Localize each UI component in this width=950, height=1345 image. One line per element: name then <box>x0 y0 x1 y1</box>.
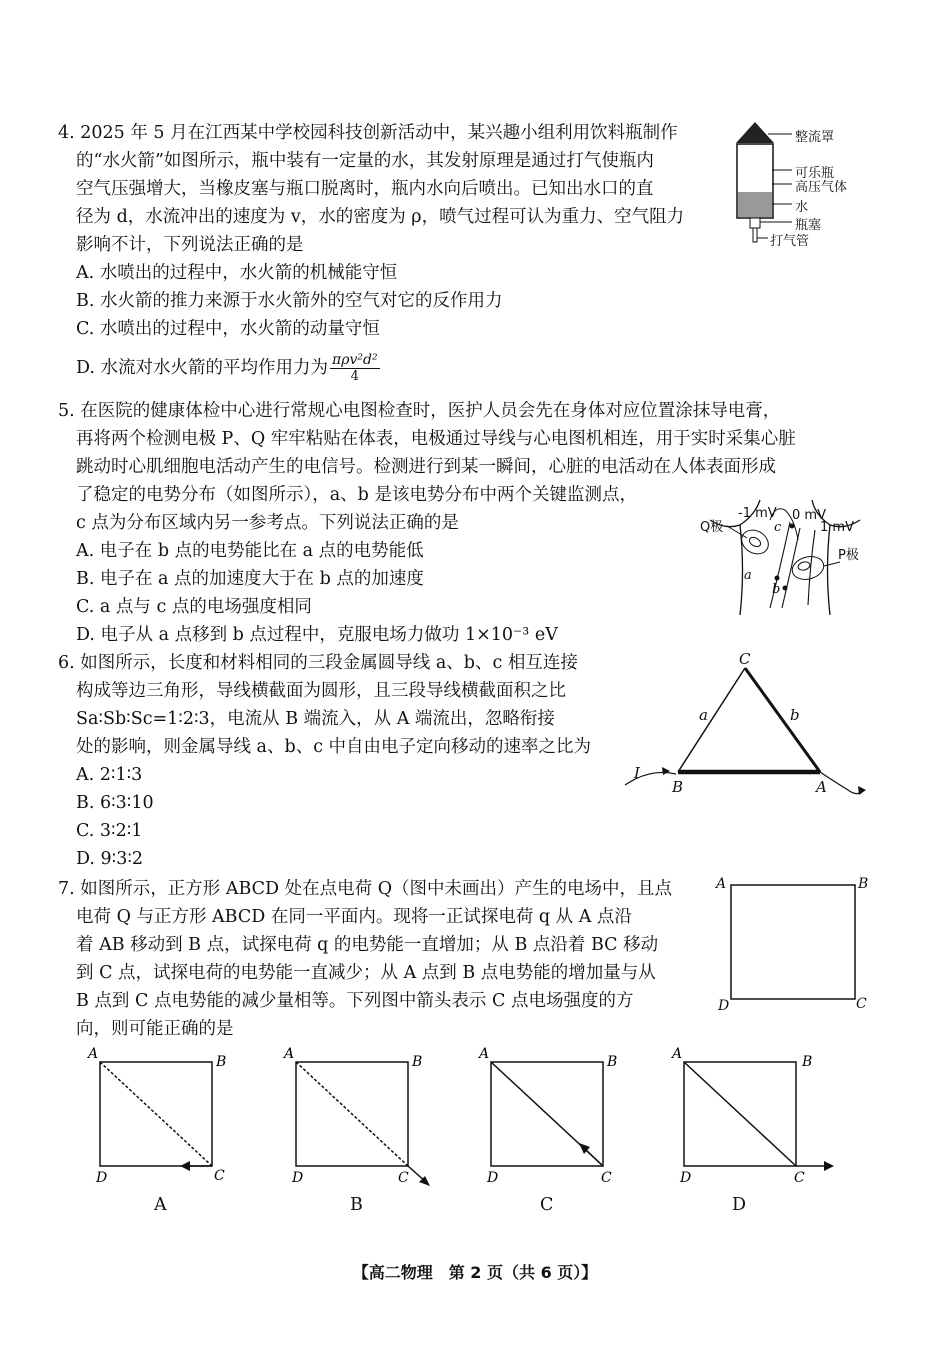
q4-line-4: 径为 d，水流冲出的速度为 v，水的密度为 ρ，喷气过程可认为重力、空气阻力 <box>76 207 685 227</box>
svg-text:A: A <box>284 1046 295 1062</box>
q7-line-3: 着 AB 移动到 B 点，试探电荷 q 的电势能一直增加；从 B 点沿着 BC 移动 <box>76 935 659 955</box>
q6-line-3: Sa∶Sb∶Sc=1∶2∶3，电流从 B 端流入，从 A 端流出，忽略衔接 <box>76 709 555 729</box>
q4-option-b: B. 水火箭的推力来源于水火箭外的空气对它的反作用力 <box>76 291 503 311</box>
minus-1mv-label: -1 mV <box>738 506 777 521</box>
q5-line-3: 跳动时心肌细胞电活动产生的电信号。检测进行到某一瞬间，心脏的电活动在人体表面形成 <box>76 457 776 477</box>
vertex-a-label: A <box>816 778 827 796</box>
current-arrow-icon <box>662 767 670 775</box>
choice-a-label: A <box>154 1195 167 1215</box>
q5-option-d: D. 电子从 a 点移到 b 点过程中，克服电场力做功 1×10⁻³ eV <box>76 625 558 645</box>
q6-option-b: B. 6∶3∶10 <box>76 793 154 813</box>
pump-tube-label: 打气管 <box>770 234 810 249</box>
q5-option-b: B. 电子在 a 点的加速度大于在 b 点的加速度 <box>76 569 424 589</box>
svg-text:A: A <box>88 1046 99 1062</box>
q5-line-2: 再将两个检测电极 P、Q 牢牢粘贴在体表，电极通过导线与心电图机相连，用于实时采集心脏 <box>76 429 796 449</box>
choice-a-figure <box>86 1044 226 1184</box>
point-a-label: a <box>744 568 752 583</box>
svg-text:A: A <box>479 1046 490 1062</box>
vertex-b-label: B <box>672 778 684 796</box>
q5-line-5: c 点为分布区域内另一参考点。下列说法正确的是 <box>76 513 459 533</box>
fairing-label: 整流罩 <box>795 130 835 145</box>
stopper-shape <box>750 218 760 228</box>
choice-d-figure <box>670 1044 840 1189</box>
svg-text:B: B <box>607 1054 618 1070</box>
choice-c-label: C <box>540 1195 554 1215</box>
q4-line-5: 影响不计，下列说法正确的是 <box>76 235 304 255</box>
svg-text:B: B <box>412 1054 423 1070</box>
arrow-right-icon <box>824 1161 834 1171</box>
svg-text:D: D <box>96 1170 108 1184</box>
q5-line-1: 5. 在医院的健康体检中心进行常规心电图检查时，医护人员会先在身体对应位置涂抹导电膏， <box>58 401 781 421</box>
svg-text:D: D <box>487 1170 499 1186</box>
q4-option-d <box>76 352 380 385</box>
point-b-label: b <box>772 582 781 597</box>
q4-fraction <box>330 352 380 385</box>
square-b-label: B <box>858 876 869 892</box>
q7-line-4: 到 C 点，试探电荷的电势能一直减少；从 A 点到 B 点电势能的增加量与从 <box>76 963 656 983</box>
q4-line-1: 4. 2025 年 5 月在江西某中学校园科技创新活动中，某兴趣小组利用饮料瓶制作 <box>58 123 678 143</box>
q4-line-3: 空气压强增大，当橡皮塞与瓶口脱离时，瓶内水向后喷出。已知出水口的直 <box>76 179 654 199</box>
square-a-label: A <box>716 876 727 892</box>
svg-text:A: A <box>672 1046 683 1062</box>
point-c-label: c <box>774 520 782 535</box>
q5-option-a: A. 电子在 b 点的电势能比在 a 点的电势能低 <box>76 541 424 561</box>
bottle-label: 可乐瓶 <box>795 166 835 181</box>
gas-label: 高压气体 <box>795 180 848 195</box>
square-abcd-figure <box>730 884 856 1000</box>
q4-option-c: C. 水喷出的过程中，水火箭的动量守恒 <box>76 319 380 339</box>
svg-text:C: C <box>398 1170 409 1186</box>
water-fill <box>738 192 772 217</box>
square-c-label: C <box>856 996 867 1012</box>
svg-text:C: C <box>794 1170 805 1186</box>
svg-text:D: D <box>680 1170 692 1186</box>
q6-line-4: 处的影响，则金属导线 a、b、c 中自由电子定向移动的速率之比为 <box>76 737 592 757</box>
q4-option-a: A. 水喷出的过程中，水火箭的机械能守恒 <box>76 263 398 283</box>
q6-option-c: C. 3∶2∶1 <box>76 821 143 841</box>
water-label: 水 <box>795 200 809 215</box>
q7-line-2: 电荷 Q 与正方形 ABCD 在同一平面内。现将一正试探电荷 q 从 A 点沿 <box>76 907 632 927</box>
q6-line-2: 构成等边三角形，导线横截面为圆形，且三段导线横截面积之比 <box>76 681 566 701</box>
q4-fraction-den: 4 <box>350 369 359 384</box>
svg-text:D: D <box>292 1170 304 1186</box>
wire-a-label: a <box>699 706 708 724</box>
q5-line-4: 了稳定的电势分布（如图所示），a、b 是该电势分布中两个关键监测点， <box>76 485 637 505</box>
wire-b-label: b <box>790 706 800 724</box>
q7-line-1: 7. 如图所示，正方形 ABCD 处在点电荷 Q（图中未画出）产生的电场中，且点 <box>58 879 673 899</box>
choice-c-figure <box>477 1044 622 1189</box>
svg-text:B: B <box>802 1054 813 1070</box>
current-out-arrow-icon <box>858 786 866 795</box>
q6-option-d: D. 9∶3∶2 <box>76 849 144 869</box>
arrow-left-icon <box>180 1161 190 1171</box>
choice-d-label: D <box>732 1195 747 1215</box>
q5-option-c: C. a 点与 c 点的电场强度相同 <box>76 597 312 617</box>
current-i-label: I <box>634 764 640 782</box>
q-electrode-label: Q极 <box>700 520 724 535</box>
zero-mv-label: 0 mV <box>792 508 826 523</box>
q4-option-d-text: D. 水流对水火箭的平均作用力为 <box>76 358 329 378</box>
q7-line-5: B 点到 C 点电势能的减少量相等。下列图中箭头表示 C 点电场强度的方 <box>76 991 634 1011</box>
pump-tube-shape <box>753 228 757 242</box>
square-d-label: D <box>718 998 730 1014</box>
choice-b-figure <box>282 1044 442 1189</box>
fairing-shape <box>736 122 774 143</box>
q7-line-6: 向，则可能正确的是 <box>76 1019 234 1039</box>
q6-option-a: A. 2∶1∶3 <box>76 765 143 785</box>
wire-a <box>678 668 745 772</box>
triangle-figure <box>620 650 870 800</box>
p-electrode-label: P极 <box>838 548 859 563</box>
svg-text:C: C <box>601 1170 612 1186</box>
svg-text:C: C <box>214 1168 225 1184</box>
q4-line-2: 的“水火箭”如图所示，瓶中装有一定量的水，其发射原理是通过打气使瓶内 <box>76 151 654 171</box>
stopper-label: 瓶塞 <box>795 218 822 233</box>
one-mv-label: 1 mV <box>820 520 854 535</box>
q4-fraction-num: πρv²d² <box>332 352 378 368</box>
vertex-c-label: C <box>739 650 751 668</box>
svg-text:B: B <box>216 1054 226 1070</box>
page-footer: 【高二物理 第 2 页（共 6 页）】 <box>352 1263 598 1282</box>
current-in-wire <box>625 772 676 785</box>
q6-line-1: 6. 如图所示，长度和材料相同的三段金属圆导线 a、b、c 相互连接 <box>58 653 578 673</box>
choice-b-label: B <box>350 1195 363 1215</box>
wire-b <box>745 668 820 772</box>
